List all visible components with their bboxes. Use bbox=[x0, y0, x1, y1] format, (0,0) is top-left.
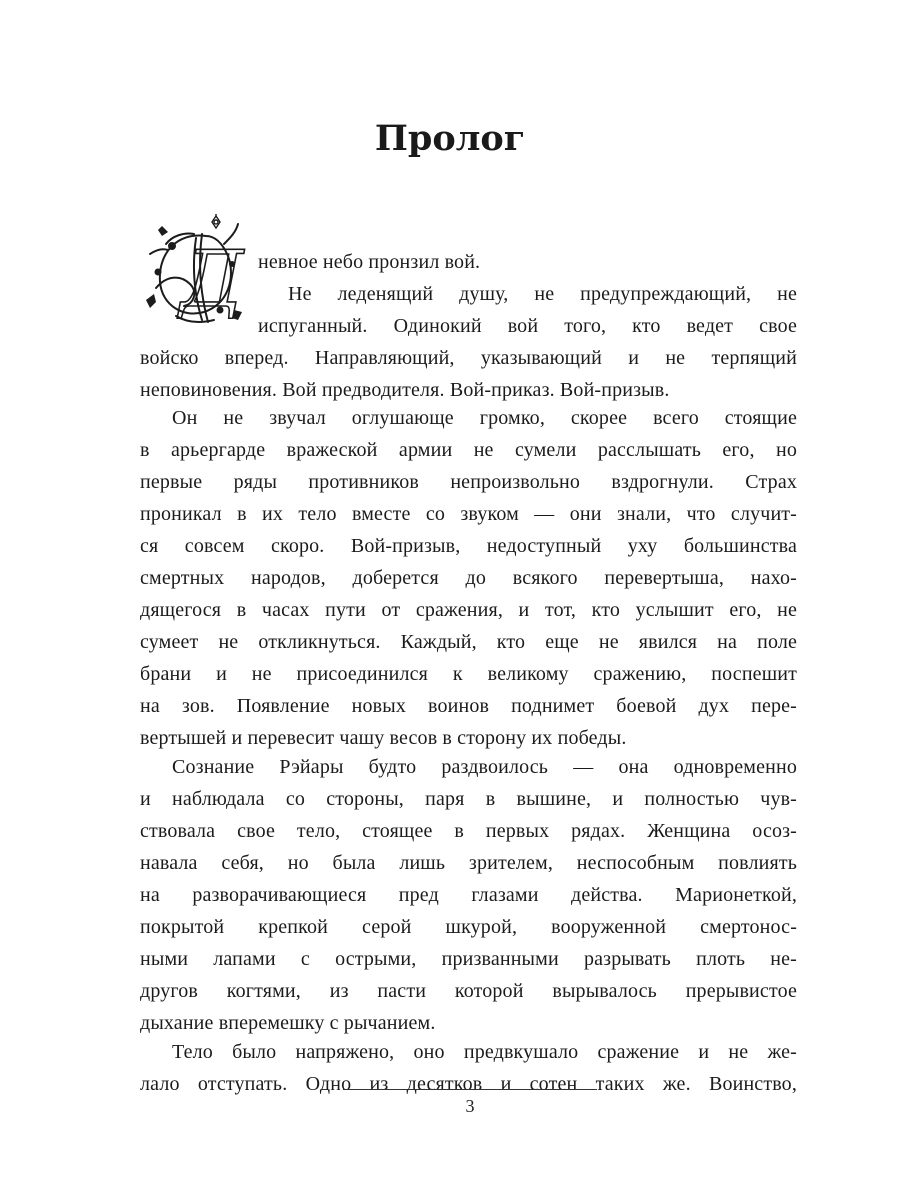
chapter-title: Пролог bbox=[374, 118, 526, 159]
page-number: 3 bbox=[465, 1096, 475, 1116]
text-line: на зов. Появление новых воинов поднимет боевой дух пере- bbox=[140, 695, 797, 717]
text-line: покрытой крепкой серой шкурой, вооруженной смертонос- bbox=[140, 916, 797, 938]
text-line: другов когтями, из пасти которой вырывалось прерывистое bbox=[140, 980, 797, 1002]
text-line: ными лапами с острыми, призванными разрывать плоть не- bbox=[140, 948, 797, 970]
text-line: смертных народов, доберется до всякого перевертыша, нахо- bbox=[140, 567, 797, 589]
text-line: ствовала свое тело, стоящее в первых рядах. Женщина осоз- bbox=[140, 820, 797, 842]
text-line: брани и не присоединился к великому сражению, поспешит bbox=[140, 663, 797, 685]
text-line: дящегося в часах пути от сражения, и тот, кто услышит его, не bbox=[140, 599, 797, 621]
text-line: неповиновения. Вой предводителя. Вой-приказ. Вой-призыв. bbox=[140, 379, 670, 401]
text-line: невное небо пронзил вой. bbox=[258, 251, 481, 273]
text-line: лало отступать. Одно из десятков и сотен таких же. Воинство, bbox=[140, 1073, 797, 1095]
text-line: сумеет не откликнуться. Каждый, кто еще не явился на поле bbox=[140, 631, 797, 653]
text-line: Сознание Рэйары будто раздвоилось — она одновременно bbox=[172, 756, 797, 778]
text-line: навала себя, но была лишь зрителем, неспособным повлиять bbox=[140, 852, 797, 874]
text-line: и наблюдала со стороны, паря в вышине, и полностью чув- bbox=[140, 788, 797, 810]
footer-rule bbox=[343, 1089, 597, 1090]
text-line: войско вперед. Направляющий, указывающий и не терпящий bbox=[140, 347, 797, 369]
text-line: в арьергарде вражеской армии не сумели расслышать его, но bbox=[140, 439, 797, 461]
text-line: вертышей и перевесит чашу весов в сторону их победы. bbox=[140, 727, 627, 749]
text-line: дыхание вперемешку с рычанием. bbox=[140, 1012, 436, 1034]
text-line: первые ряды противников непроизвольно вздрогнули. Страх bbox=[140, 471, 797, 493]
text-line: Тело было напряжено, оно предвкушало сражение и не же- bbox=[172, 1041, 797, 1063]
drop-cap-letter: Д bbox=[180, 235, 244, 325]
text-line: проникал в их тело вместе со звуком — они знали, что случит- bbox=[140, 503, 797, 525]
text-line: испуганный. Одинокий вой того, кто ведет свое bbox=[258, 315, 797, 337]
text-line: Он не звучал оглушающе громко, скорее всего стоящие bbox=[172, 407, 797, 429]
text-line: на разворачивающиеся пред глазами действа. Марионеткой, bbox=[140, 884, 797, 906]
text-line: ся совсем скоро. Вой-призыв, недоступный уху большинства bbox=[140, 535, 797, 557]
ornamental-drop-cap bbox=[136, 214, 246, 330]
text-line: Не леденящий душу, не предупреждающий, не bbox=[288, 283, 797, 305]
